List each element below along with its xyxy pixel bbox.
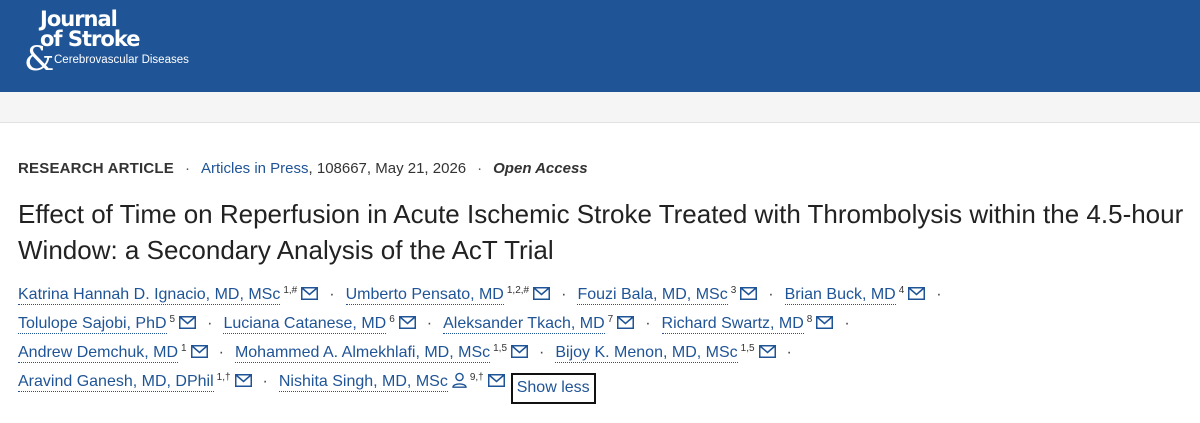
- author-separator: ·: [844, 315, 850, 332]
- author-separator: ·: [207, 315, 213, 332]
- author-item: [346, 285, 551, 305]
- author-name-link[interactable]: Nishita Singh, MD, MSc: [278, 373, 448, 390]
- envelope-icon[interactable]: [488, 374, 505, 392]
- author-name-link[interactable]: Luciana Catanese, MD: [223, 315, 387, 332]
- author-name-link[interactable]: Andrew Demchuk, MD: [18, 344, 179, 361]
- author-name-link[interactable]: Aravind Ganesh, MD, DPhil: [18, 373, 214, 390]
- envelope-icon[interactable]: [235, 374, 252, 392]
- author-affiliation: 7: [607, 314, 614, 325]
- author-separator: ·: [786, 344, 792, 361]
- article-details: , 108667, May 21, 2026: [308, 160, 467, 177]
- author-item: [279, 372, 505, 393]
- author-separator: ·: [936, 286, 942, 303]
- journal-logo[interactable]: [24, 8, 224, 84]
- envelope-icon[interactable]: [191, 345, 208, 363]
- author-name-link[interactable]: Aleksander Tkach, MD: [443, 315, 605, 332]
- sub-header-band: [0, 92, 1200, 123]
- person-icon[interactable]: [452, 372, 467, 393]
- envelope-icon[interactable]: [908, 287, 925, 305]
- author-item: [18, 343, 208, 363]
- author-separator: ·: [768, 286, 774, 303]
- author-row: [18, 372, 1188, 401]
- journal-header: [0, 0, 1200, 92]
- author-affiliation: 9,†: [469, 372, 484, 383]
- envelope-icon[interactable]: [759, 345, 776, 363]
- author-affiliation: 6: [389, 314, 395, 325]
- meta-separator: ·: [477, 160, 483, 177]
- author-row: [18, 314, 1188, 343]
- author-item: [18, 372, 252, 392]
- author-item: [18, 285, 318, 305]
- author-affiliation: 1,2,#: [506, 285, 530, 296]
- open-access-label: Open Access: [493, 160, 588, 177]
- author-name-link[interactable]: Brian Buck, MD: [784, 286, 896, 303]
- logo-line-cerebrovascular: Cerebrovascular Diseases: [54, 54, 189, 66]
- envelope-icon[interactable]: [816, 316, 833, 334]
- logo-line-of-stroke: of Stroke: [40, 27, 140, 51]
- author-name-link[interactable]: Umberto Pensato, MD: [345, 286, 504, 303]
- author-name-link[interactable]: Bijoy K. Menon, MD, MSc: [555, 344, 738, 361]
- author-item: [577, 285, 757, 305]
- show-less-button[interactable]: Show less: [511, 373, 596, 404]
- author-row: [18, 343, 1188, 372]
- author-separator: ·: [426, 315, 433, 332]
- envelope-icon[interactable]: [179, 316, 196, 334]
- author-list: [18, 285, 1188, 401]
- logo-ampersand: &: [24, 39, 55, 79]
- author-item: [18, 314, 196, 334]
- author-affiliation: 1,5: [493, 343, 508, 354]
- author-separator: ·: [218, 344, 224, 361]
- envelope-icon[interactable]: [617, 316, 634, 334]
- author-separator: ·: [645, 315, 651, 332]
- envelope-icon[interactable]: [740, 287, 757, 305]
- author-name-link[interactable]: Katrina Hannah D. Ignacio, MD, MSc: [18, 286, 281, 303]
- author-row: [18, 285, 1188, 314]
- logo-line-journal: Journal: [40, 7, 117, 31]
- author-separator: ·: [561, 286, 567, 303]
- author-affiliation: 8: [806, 314, 813, 325]
- author-name-link[interactable]: Richard Swartz, MD: [661, 315, 804, 332]
- author-affiliation: 3: [730, 285, 737, 296]
- author-affiliation: 1: [181, 343, 187, 354]
- envelope-icon[interactable]: [511, 345, 528, 363]
- author-affiliation: 1,†: [216, 372, 231, 383]
- author-affiliation: 4: [898, 285, 905, 296]
- author-name-link[interactable]: Tolulope Sajobi, PhD: [18, 315, 167, 332]
- article-title: Effect of Time on Reperfusion in Acute Ischemic Stroke Treated with Thrombolysis within the 4.5-hour Window: a Secondary Analysis of the AcT Trial: [18, 199, 1184, 265]
- author-name-link[interactable]: Fouzi Bala, MD, MSc: [577, 286, 728, 303]
- author-separator: ·: [329, 286, 335, 303]
- envelope-icon[interactable]: [399, 316, 416, 334]
- articles-in-press-link[interactable]: Articles in Press: [200, 160, 309, 177]
- author-affiliation: 5: [169, 314, 176, 325]
- author-separator: ·: [262, 373, 268, 390]
- author-item: [555, 343, 775, 363]
- author-separator: ·: [539, 344, 545, 361]
- author-affiliation: 1,#: [283, 285, 298, 296]
- author-affiliation: 1,5: [740, 343, 755, 354]
- author-name-link[interactable]: Mohammed A. Almekhlafi, MD, MSc: [234, 344, 491, 361]
- meta-separator: ·: [184, 160, 190, 177]
- author-item: [235, 343, 528, 363]
- author-item: [443, 314, 634, 334]
- author-item: [662, 314, 834, 334]
- author-item: [785, 285, 926, 305]
- envelope-icon[interactable]: [301, 287, 318, 305]
- article-type: RESEARCH ARTICLE: [18, 160, 174, 177]
- envelope-icon[interactable]: [533, 287, 550, 305]
- article-meta: [18, 160, 588, 177]
- author-item: [223, 314, 415, 334]
